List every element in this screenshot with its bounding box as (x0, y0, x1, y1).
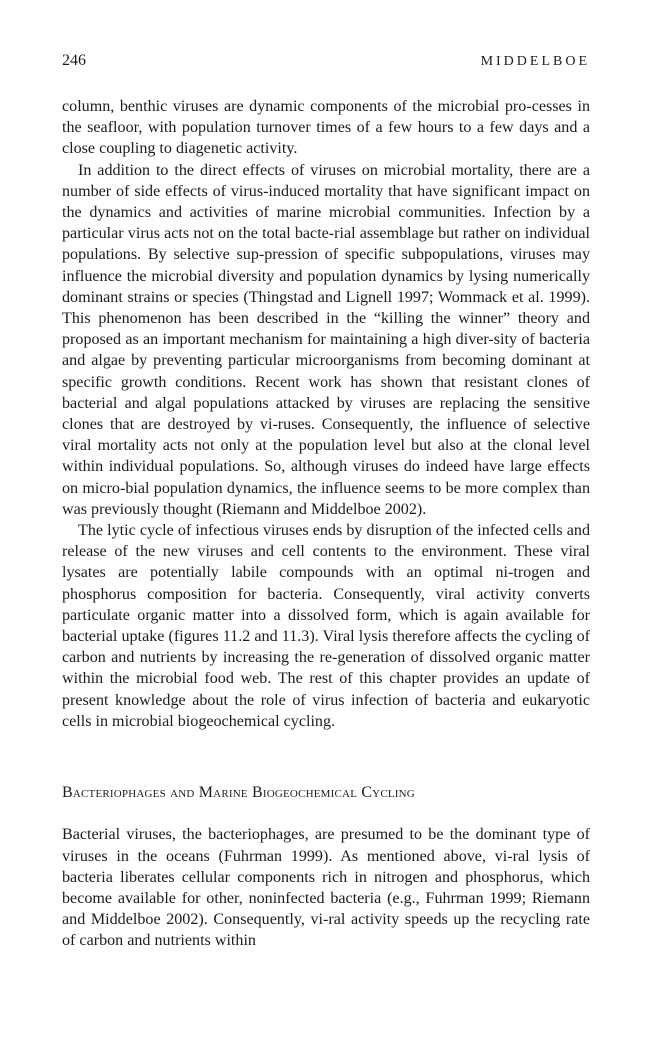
running-head-author: MIDDELBOE (480, 54, 590, 69)
paragraph-side-effects: In addition to the direct effects of viruses on microbial mortality, there are a number of side effects of virus-induced mortality that have significant impact on the dynamics and activities of marine microbial communities. Infection by a particular virus acts not on the total bacte-rial assemblage but rather on individual populations. By selective sup-pression of specific subpopulations, viruses may influence the microbial diversity and population dynamics by lysing numerically dominant strains or species (Thingstad and Lignell 1997; Wommack et al. 1999). This phenomenon has been described in the “killing the winner” theory and proposed as an important mechanism for maintaining a high diver-sity of bacteria and algae by preventing particular microorganisms from becoming dominant at specific growth conditions. Recent work has shown that resistant clones of bacterial and algal populations attacked by viruses are replacing the sensitive clones that are destroyed by vi-ruses. Consequently, the influence of selective viral mortality acts not only at the population level but also at the clonal level within individual populations. So, although viruses do indeed have large effects on micro-bial population dynamics, the influence seems to be more complex than was previously thought (Riemann and Middelboe 2002). (62, 161, 590, 518)
page-number: 246 (62, 52, 86, 69)
main-text (62, 96, 590, 952)
paragraph-bacteriophages: Bacterial viruses, the bacteriophages, are presumed to be the dominant type of viruses in the oceans (Fuhrman 1999). As mentioned above, vi-ral lysis of bacteria liberates cellular components rich in nitrogen and phosphorus, which become available for other, noninfected bacteria (e.g., Fuhrman 1999; Riemann and Middelboe 2002). Consequently, vi-ral activity speeds up the recycling rate of carbon and nutrients within (62, 826, 590, 950)
running-header (62, 52, 590, 82)
book-page (62, 52, 590, 952)
section-heading: Bacteriophages and Marine Biogeochemical Cycling (62, 784, 415, 802)
paragraph-continuation: column, benthic viruses are dynamic components of the microbial pro-cesses in the seafloor, with population turnover times of a few hours to a few days and a close coupling to diagenetic activity. (62, 98, 590, 158)
paragraph-lytic-cycle: The lytic cycle of infectious viruses ends by disruption of the infected cells and release of the new viruses and cell contents to the environment. These viral lysates are potentially labile compounds with an optimal ni-trogen and phosphorus composition for bacteria. Consequently, viral activity converts particulate organic matter into a dissolved form, which is again available for bacterial uptake (figures 11.2 and 11.3). Viral lysis therefore affects the cycling of carbon and nutrients by increasing the re-generation of dissolved organic matter within the microbial food web. The rest of this chapter provides an update of present knowledge about the role of virus infection of bacteria and eukaryotic cells in microbial biogeochemical cycling. (62, 522, 590, 730)
